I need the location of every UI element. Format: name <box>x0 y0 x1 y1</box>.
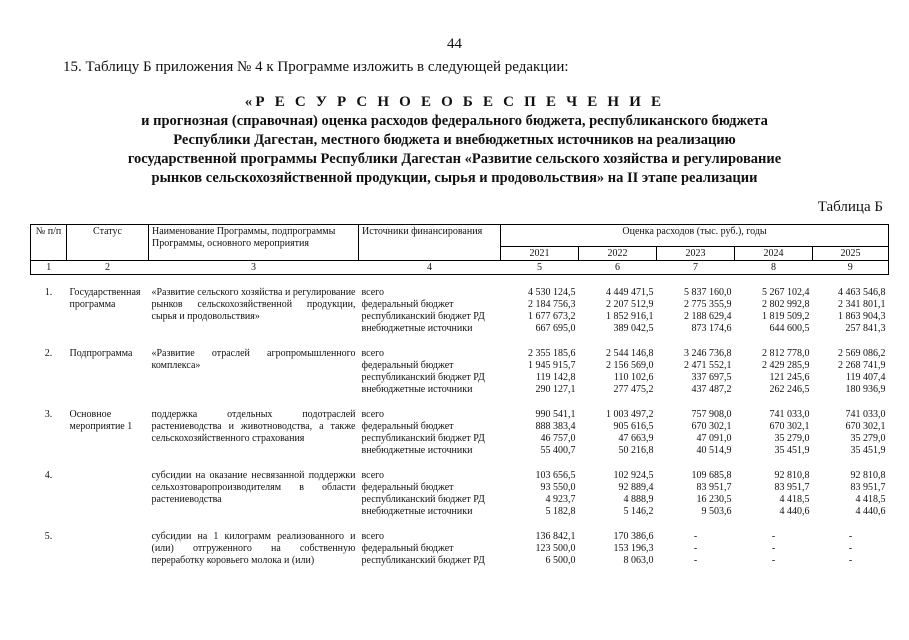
cell-value: 170 386,6 <box>613 531 654 542</box>
cell-value: 670 302,1 <box>769 421 810 432</box>
cell-value: 437 487,2 <box>691 384 732 395</box>
header-year: 2023 <box>657 247 735 261</box>
cell-value: 4 449 471,5 <box>606 287 654 298</box>
row-name: субсидии на оказание несвязанной поддержки сельхозтоваропроизводителям в области растениеводства <box>151 470 356 505</box>
cell-value: 5 182,8 <box>545 506 576 517</box>
funding-source: республиканский бюджет РД <box>361 494 485 505</box>
cell-value: 121 245,6 <box>769 372 810 383</box>
cell-value: 3 246 736,8 <box>684 348 732 359</box>
year-values <box>579 397 657 458</box>
cell-value: - <box>848 543 853 554</box>
cell-value: 55 400,7 <box>540 445 576 456</box>
row-status <box>67 519 149 568</box>
header-estimate: Оценка расходов (тыс. руб.), годы <box>501 225 889 247</box>
cell-value: 389 042,5 <box>613 323 654 334</box>
row-name: субсидии на 1 килограмм реализованного и (или) отгруженного на собственную переработку коровьего молока и (или) <box>151 531 356 566</box>
year-values <box>735 336 813 397</box>
table-label: Таблица Б <box>817 199 883 215</box>
cell-value: 83 951,7 <box>774 482 810 493</box>
header-year: 2025 <box>813 247 889 261</box>
cell-value: 2 812 778,0 <box>762 348 810 359</box>
cell-value: 1 677 673,2 <box>528 311 576 322</box>
cell-value: - <box>848 531 853 542</box>
cell-value: 4 418,5 <box>855 494 886 505</box>
funding-source: федеральный бюджет <box>361 543 454 554</box>
cell-value: 4 530 124,5 <box>528 287 576 298</box>
cell-value: 667 695,0 <box>535 323 576 334</box>
row-status: Подпрограмма <box>69 348 133 359</box>
cell-value: 119 407,4 <box>845 372 886 383</box>
resource-table <box>30 224 889 568</box>
cell-value: 16 230,5 <box>696 494 732 505</box>
cell-value: 5 837 160,0 <box>684 287 732 298</box>
cell-value: 2 268 741,9 <box>838 360 886 371</box>
header-name: Наименование Программы, подпрограммы Программы, основного мероприятия <box>149 225 359 261</box>
cell-value: 50 216,8 <box>618 445 654 456</box>
cell-value: 873 174,6 <box>691 323 732 334</box>
page-number: 44 <box>447 36 462 52</box>
year-values <box>657 519 735 568</box>
cell-value: 277 475,2 <box>613 384 654 395</box>
cell-value: 83 951,7 <box>850 482 886 493</box>
header-year: 2021 <box>501 247 579 261</box>
funding-source: республиканский бюджет РД <box>361 555 485 566</box>
cell-value: 741 033,0 <box>845 409 886 420</box>
cell-value: 757 908,0 <box>691 409 732 420</box>
funding-source: республиканский бюджет РД <box>361 372 485 383</box>
column-number: 1 <box>31 261 67 275</box>
header-status: Статус <box>67 225 149 261</box>
row-sources <box>359 397 501 458</box>
cell-value: 6 500,0 <box>545 555 576 566</box>
title-main: «Р Е С У Р С Н О Е О Б Е С П Е Ч Е Н И Е <box>244 94 665 110</box>
title-line: и прогнозная (справочная) оценка расходов федерального бюджета, республиканского бюджета <box>141 113 768 129</box>
cell-value: - <box>771 531 776 542</box>
cell-value: 123 500,0 <box>535 543 576 554</box>
funding-source: всего <box>361 531 385 542</box>
year-values <box>813 275 889 337</box>
cell-value: 93 550,0 <box>540 482 576 493</box>
year-values <box>579 458 657 519</box>
cell-value: 2 802 992,8 <box>762 299 810 310</box>
cell-value: 290 127,1 <box>535 384 576 395</box>
cell-value: 110 102,6 <box>613 372 654 383</box>
cell-value: 2 775 355,9 <box>684 299 732 310</box>
cell-value: 670 302,1 <box>845 421 886 432</box>
cell-value: 2 429 285,9 <box>762 360 810 371</box>
header-source: Источники финансирования <box>359 225 501 261</box>
header-year: 2024 <box>735 247 813 261</box>
cell-value: 9 503,6 <box>701 506 732 517</box>
cell-value: 2 341 801,1 <box>838 299 886 310</box>
cell-value: 102 924,5 <box>613 470 654 481</box>
year-values <box>579 275 657 337</box>
cell-value: 136 842,1 <box>535 531 576 542</box>
funding-source: республиканский бюджет РД <box>361 433 485 444</box>
column-number: 7 <box>657 261 735 275</box>
funding-source: федеральный бюджет <box>361 360 454 371</box>
table-row <box>31 397 889 458</box>
cell-value: 35 279,0 <box>774 433 810 444</box>
cell-value: 990 541,1 <box>535 409 576 420</box>
cell-value: 2 471 552,1 <box>684 360 732 371</box>
cell-value: 4 463 546,8 <box>838 287 886 298</box>
year-values <box>657 275 735 337</box>
cell-value: 153 196,3 <box>613 543 654 554</box>
cell-value: - <box>693 555 698 566</box>
column-number: 2 <box>67 261 149 275</box>
year-values <box>813 519 889 568</box>
title-line: государственной программы Республики Дагестан «Развитие сельского хозяйства и регулирование <box>127 151 782 167</box>
funding-source: внебюджетные источники <box>361 506 473 517</box>
intro-text: 15. Таблицу Б приложения № 4 к Программе изложить в следующей редакции: <box>63 59 569 75</box>
funding-source: внебюджетные источники <box>361 384 473 395</box>
document-title <box>0 93 909 188</box>
cell-value: 35 451,9 <box>850 445 886 456</box>
row-number: 5. <box>44 531 53 542</box>
funding-source: всего <box>361 470 385 481</box>
cell-value: 1 945 915,7 <box>528 360 576 371</box>
cell-value: 2 156 569,0 <box>606 360 654 371</box>
year-values <box>501 275 579 337</box>
cell-value: 119 142,8 <box>535 372 576 383</box>
year-values <box>501 458 579 519</box>
title-line: рынков сельскохозяйственной продукции, сырья и продовольствия» на II этапе реализации <box>151 170 758 186</box>
cell-value: 2 207 512,9 <box>606 299 654 310</box>
year-values <box>501 519 579 568</box>
cell-value: - <box>848 555 853 566</box>
cell-value: 2 569 086,2 <box>838 348 886 359</box>
row-status: Основное мероприятие 1 <box>69 409 133 432</box>
year-values <box>657 336 735 397</box>
year-values <box>501 397 579 458</box>
year-values <box>735 397 813 458</box>
row-sources <box>359 458 501 519</box>
row-name: поддержка отдельных подотраслей растениеводства и животноводства, а также сельскохозяйственного страхования <box>151 409 356 444</box>
table-row <box>31 519 889 568</box>
cell-value: 1 819 509,2 <box>762 311 810 322</box>
column-number: 9 <box>813 261 889 275</box>
year-values <box>579 336 657 397</box>
row-status <box>67 458 149 519</box>
cell-value: 92 889,4 <box>618 482 654 493</box>
row-number: 2. <box>44 348 53 359</box>
year-values <box>501 336 579 397</box>
cell-value: 2 355 185,6 <box>528 348 576 359</box>
cell-value: 670 302,1 <box>691 421 732 432</box>
cell-value: 4 440,6 <box>779 506 810 517</box>
cell-value: 46 757,0 <box>540 433 576 444</box>
year-values <box>813 458 889 519</box>
row-name: «Развитие сельского хозяйства и регулирование рынков сельскохозяйственной продукции, сырья и продовольствия» <box>151 287 356 322</box>
row-number: 4. <box>44 470 53 481</box>
year-values <box>813 336 889 397</box>
cell-value: 35 451,9 <box>774 445 810 456</box>
column-number: 5 <box>501 261 579 275</box>
cell-value: 92 810,8 <box>774 470 810 481</box>
cell-value: 5 146,2 <box>623 506 654 517</box>
title-line: Республики Дагестан, местного бюджета и внебюджетных источников на реализацию <box>173 132 736 148</box>
row-sources <box>359 275 501 337</box>
cell-value: 644 600,5 <box>769 323 810 334</box>
cell-value: 4 923,7 <box>545 494 576 505</box>
cell-value: 2 544 146,8 <box>606 348 654 359</box>
column-number: 6 <box>579 261 657 275</box>
funding-source: федеральный бюджет <box>361 299 454 310</box>
year-values <box>657 397 735 458</box>
funding-source: всего <box>361 348 385 359</box>
cell-value: - <box>771 543 776 554</box>
row-number: 1. <box>44 287 53 298</box>
row-sources <box>359 519 501 568</box>
cell-value: 4 418,5 <box>779 494 810 505</box>
cell-value: 1 852 916,1 <box>606 311 654 322</box>
cell-value: - <box>771 555 776 566</box>
cell-value: 103 656,5 <box>535 470 576 481</box>
cell-value: 741 033,0 <box>769 409 810 420</box>
table-row <box>31 275 889 337</box>
cell-value: 180 936,9 <box>845 384 886 395</box>
table-row <box>31 458 889 519</box>
funding-source: внебюджетные источники <box>361 445 473 456</box>
year-values <box>735 458 813 519</box>
column-number: 4 <box>359 261 501 275</box>
cell-value: 262 246,5 <box>769 384 810 395</box>
cell-value: 4 440,6 <box>855 506 886 517</box>
cell-value: 4 888,9 <box>623 494 654 505</box>
funding-source: федеральный бюджет <box>361 482 454 493</box>
cell-value: 2 188 629,4 <box>684 311 732 322</box>
cell-value: 2 184 756,3 <box>528 299 576 310</box>
cell-value: 92 810,8 <box>850 470 886 481</box>
column-number: 3 <box>149 261 359 275</box>
year-values <box>657 458 735 519</box>
cell-value: 47 663,9 <box>618 433 654 444</box>
cell-value: 1 863 904,3 <box>838 311 886 322</box>
funding-source: всего <box>361 409 385 420</box>
cell-value: 47 091,0 <box>696 433 732 444</box>
cell-value: 905 616,5 <box>613 421 654 432</box>
cell-value: 83 951,7 <box>696 482 732 493</box>
year-values <box>735 519 813 568</box>
cell-value: 1 003 497,2 <box>606 409 654 420</box>
cell-value: 40 514,9 <box>696 445 732 456</box>
funding-source: федеральный бюджет <box>361 421 454 432</box>
header-year: 2022 <box>579 247 657 261</box>
cell-value: - <box>693 531 698 542</box>
cell-value: 888 383,4 <box>535 421 576 432</box>
year-values <box>579 519 657 568</box>
cell-value: 35 279,0 <box>850 433 886 444</box>
row-number: 3. <box>44 409 53 420</box>
header-num: № п/п <box>31 225 67 261</box>
year-values <box>813 397 889 458</box>
funding-source: всего <box>361 287 385 298</box>
row-sources <box>359 336 501 397</box>
cell-value: 5 267 102,4 <box>762 287 810 298</box>
cell-value: 257 841,3 <box>845 323 886 334</box>
year-values <box>735 275 813 337</box>
cell-value: 109 685,8 <box>691 470 732 481</box>
column-number-row <box>31 261 889 275</box>
cell-value: 8 063,0 <box>623 555 654 566</box>
funding-source: внебюджетные источники <box>361 323 473 334</box>
cell-value: - <box>693 543 698 554</box>
column-number: 8 <box>735 261 813 275</box>
row-name: «Развитие отраслей агропромышленного комплекса» <box>151 348 356 371</box>
cell-value: 337 697,5 <box>691 372 732 383</box>
row-status: Государственная программа <box>69 287 141 310</box>
table-row <box>31 336 889 397</box>
funding-source: республиканский бюджет РД <box>361 311 485 322</box>
